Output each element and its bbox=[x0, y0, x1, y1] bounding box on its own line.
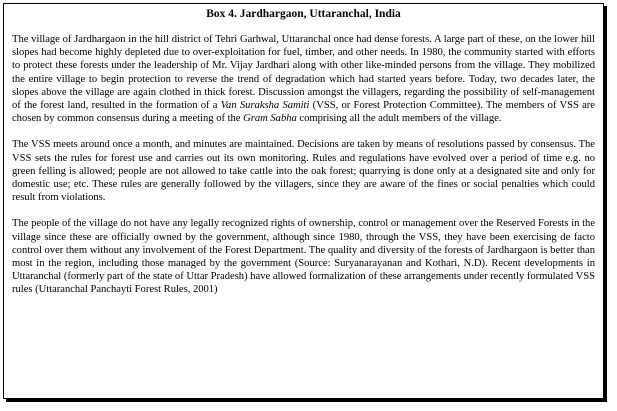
case-study-box bbox=[3, 3, 604, 399]
paragraph-history-text-a: The village of Jardhargaon in the hill district of Tehri Garhwal, Uttaranchal once had dense forests. A large part of these, on the lower hill slopes had become highly depleted due to over-exploitation for fuel, timber, and other needs. In 1980, the community started with efforts to protect these forests under the leadership of Mr. Vijay Jardhari along with other like-minded persons from the village. They mobilized the entire village to begin protection to reverse the trend of degradation which had started years before. Today, two decades later, the slopes above the village are again clothed in thick forest. Discussion amongst the villagers, regarding the possibility of self-management of the forest land, resulted in the formation of a bbox=[12, 34, 595, 112]
paragraph-history bbox=[12, 33, 595, 125]
box-title: Box 4. Jardhargaon, Uttaranchal, India bbox=[206, 8, 401, 20]
paragraph-history-text-b: (VSS, or Forest Protection Committee). The members of VSS are chosen by common consensus during a meeting of the bbox=[12, 100, 595, 125]
paragraph-history-text-c: comprising all the adult members of the village. bbox=[296, 113, 502, 125]
paragraph-vss-rules: The VSS meets around once a month, and minutes are maintained. Decisions are taken by means of resolutions passed by consensus. The VSS sets the rules for forest use and carries out its own monitoring. Rules and regulations have evolved over a period of time e.g. no green felling is allowed; people are not allowed to take cattle into the oak forest; quarrying is done only at a designated site and only for domestic use; etc. These rules are generally followed by the villagers, since they are aware of the fines or social penalties which could result from violations. bbox=[12, 139, 595, 204]
paragraph-legal-status: The people of the village do not have any legally recognized rights of ownership, control or management over the Reserved Forests in the village since these are officially owned by the government, although since 1980, through the VSS, they have been exercising de facto control over them without any involvement of the Forest Department. The quality and diversity of the forests of Jardhargaon is better than most in the region, including those managed by the government (Source: Suryanarayanan and Kothari, N.D). Recent developments in Uttaranchal (formerly part of the state of Uttar Pradesh) have allowed formalization of these arrangements under recently formulated VSS rules (Uttaranchal Panchayti Forest Rules, 2001) bbox=[12, 218, 595, 296]
term-gram-sabha: Gram Sabha bbox=[243, 113, 297, 125]
term-van-suraksha-samiti: Van Suraksha Samiti bbox=[220, 100, 310, 112]
